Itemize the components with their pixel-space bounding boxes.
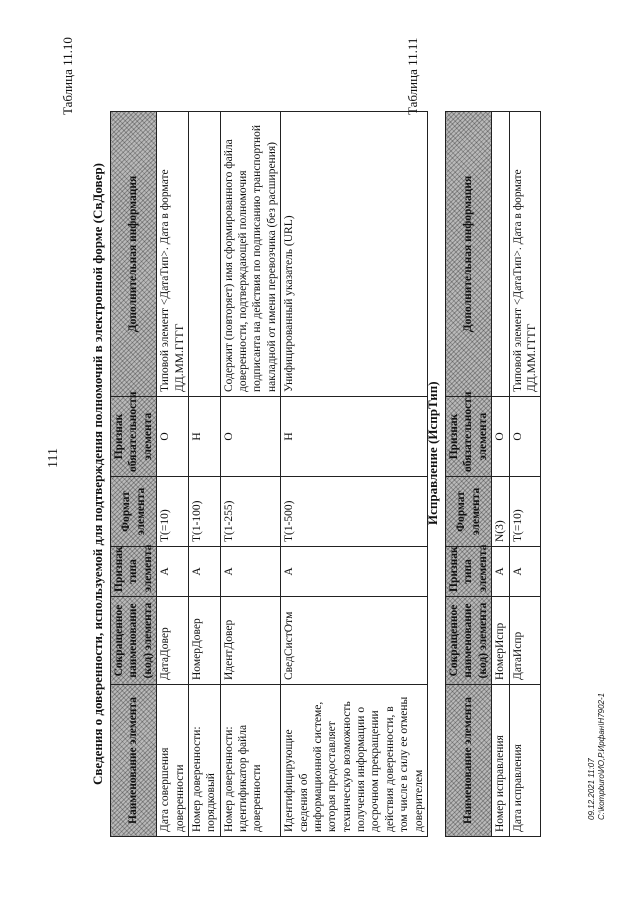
cell-element-required: О: [157, 397, 189, 477]
column-header: Формат элемента: [111, 477, 157, 547]
cell-element-type: А: [157, 547, 189, 597]
cell-element-code: ДатаДовер: [157, 597, 189, 685]
cell-element-name: Дата исправления: [509, 685, 541, 837]
table-2-title: Исправление (ИспрТип): [425, 381, 440, 525]
cell-element-format: T(1-500): [281, 477, 428, 547]
column-header: Признак типа элемента: [446, 547, 492, 597]
table-row: [157, 112, 189, 837]
cell-element-code: НомерИспр: [492, 597, 509, 685]
table-row: [281, 112, 428, 837]
column-header: Дополнительная информация: [446, 112, 492, 397]
table-row: [188, 112, 220, 837]
page-number: 111: [46, 448, 61, 468]
column-header: Сокращенное наименование (код) элемента: [111, 597, 157, 685]
cell-element-type: А: [281, 547, 428, 597]
cell-additional-info: Типовой элемент <ДатаТип>. Дата в формате ДД.ММ.ГГГГ: [509, 112, 541, 397]
cell-element-name: Номер доверенности: идентификатор файла доверенности: [220, 685, 281, 837]
column-header: Сокращенное наименование (код) элемента: [446, 597, 492, 685]
column-header: Признак обязательности элемента: [446, 397, 492, 477]
cell-element-format: T(1-255): [220, 477, 281, 547]
table-row: [220, 112, 281, 837]
cell-element-name: Номер исправления: [492, 685, 509, 837]
footnote-timestamp: 09.12.2021 11:07: [587, 758, 596, 820]
cell-element-name: Идентифицирующие сведения об информационной системе, которая предоставляет техническую возможность получения информации о досрочном прекращении действия доверенности, в том числе в силу ее отмены доверителем: [281, 685, 428, 837]
table-2-label: Таблица 11.11: [405, 37, 420, 115]
cell-element-type: А: [188, 547, 220, 597]
cell-element-format: T(=10): [509, 477, 541, 547]
column-header: Наименование элемента: [111, 685, 157, 837]
column-header: Признак обязательности элемента: [111, 397, 157, 477]
cell-element-code: ИдентДовер: [220, 597, 281, 685]
cell-element-format: T(1-100): [188, 477, 220, 547]
column-header: Наименование элемента: [446, 685, 492, 837]
cell-element-required: Н: [188, 397, 220, 477]
cell-element-type: А: [492, 547, 509, 597]
cell-element-name: Дата совершения доверенности: [157, 685, 189, 837]
table-header-row: [446, 112, 492, 837]
table-svdover: [110, 111, 428, 837]
cell-element-required: О: [492, 397, 509, 477]
cell-additional-info: Содержит (повторяет) имя сформированного файла доверенности, подтверждающей полномочия подписанта на действия по подписанию транспортной накладной от имени перевозчика (без расширения): [220, 112, 281, 397]
cell-element-code: СведСистОтм: [281, 597, 428, 685]
cell-element-type: А: [220, 547, 281, 597]
table-1-title: Сведения о доверенности, используемой для подтверждения полномочий в электронной форме (СвДовер): [90, 163, 105, 785]
cell-element-type: А: [509, 547, 541, 597]
cell-additional-info: [492, 112, 509, 397]
table-row: [492, 112, 509, 837]
table-1-label: Таблица 11.10: [60, 37, 75, 115]
cell-element-required: О: [220, 397, 281, 477]
cell-additional-info: Типовой элемент <ДатаТип>. Дата в формате ДД.ММ.ГГГГ: [157, 112, 189, 397]
cell-element-format: N(3): [492, 477, 509, 547]
column-header: Признак типа элемента: [111, 547, 157, 597]
cell-element-required: О: [509, 397, 541, 477]
cell-element-code: ДатаИспр: [509, 597, 541, 685]
cell-element-format: T(=10): [157, 477, 189, 547]
file-footnote: [587, 693, 606, 820]
table-row: [509, 112, 541, 837]
column-header: Формат элемента: [446, 477, 492, 547]
column-header: Дополнительная информация: [111, 112, 157, 397]
cell-element-name: Номер доверенности: порядковый: [188, 685, 220, 837]
cell-additional-info: [188, 112, 220, 397]
cell-element-required: Н: [281, 397, 428, 477]
footnote-path: C:\kompburo\ИО,Р.Ирфан\Н7902-1: [596, 692, 606, 820]
table-isprtip: [445, 111, 541, 837]
cell-additional-info: Унифицированный указатель (URL): [281, 112, 428, 397]
cell-element-code: НомерДовер: [188, 597, 220, 685]
table-header-row: [111, 112, 157, 837]
